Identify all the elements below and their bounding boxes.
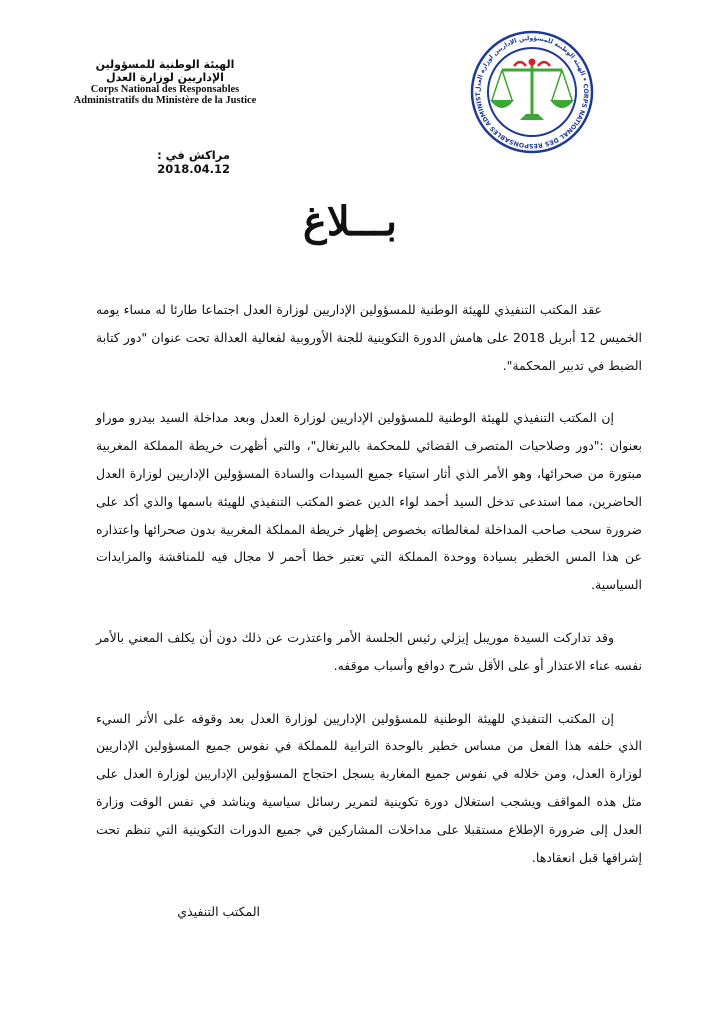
scales-of-justice-icon <box>462 30 602 154</box>
document-body <box>96 296 642 896</box>
paragraph-2: إن المكتب التنفيذي للهيئة الوطنية للمسؤولين الإداريين لوزارة العدل وبعد مداخلة السيد بيدرو موراو بعنوان :"دور وصلاحيات المتصرف القضائي للمحكمة بالبرتغال"، والتي أظهرت خريطة المملكة المغربية مبتورة من صحرائها، وهو الأمر الذي أثار استياء جميع السيدات والسادة المسؤولين الإداريين لوزارة العدل الحاضرين، مما استدعى تدخل السيد أحمد لواء الدين عضو المكتب التنفيذي للهيئة باسمها والذي أكد على ضرورة سحب صاحب المداخلة لمغالطاته بخصوص إظهار خريطة المملكة المغربية بدون صحرائها واعتذاره عن هذا المس الخطير بسيادة ووحدة المملكة التي تعتبر خطا أحمر لا مجال فيه للمناقشة والمزايدات السياسية. <box>96 410 642 593</box>
svg-text:الهيئة الوطنية للمسؤولين الإدا: الهيئة الوطنية للمسؤولين الإداريين لوزارة العدل • CORPS NATIONAL DES RESPONSABLES ADMINIST <box>474 34 590 150</box>
organization-logo <box>462 30 602 154</box>
date-line <box>100 148 230 176</box>
paragraph-1: عقد المكتب التنفيذي للهيئة الوطنية للمسؤولين الإداريين لوزارة العدل اجتماعا طارئا له مساء يومه الخميس 12 أبريل 2018 على هامش الدورة التكوينية للجنة الأوروبية لفعالية العدالة تحت عنوان "دور كتابة الضبط في تدبير المحكمة". <box>96 302 642 373</box>
document-title: بـــلاغ <box>302 198 398 245</box>
org-name-ar-line1: الهيئة الوطنية للمسؤولين <box>95 58 235 71</box>
org-name-fr-line2: Administratifs du Ministère de la Justice <box>73 95 257 106</box>
organization-header <box>40 58 290 106</box>
org-name-fr-line1: Corps National des Responsables <box>90 84 240 95</box>
date-label: مراكش في : <box>157 148 230 162</box>
org-name-ar-line2: الإداريين لوزارة العدل <box>106 71 224 84</box>
date-value: 2018.04.12 <box>157 162 230 176</box>
paragraph-4: إن المكتب التنفيذي للهيئة الوطنية للمسؤولين الإداريين لوزارة العدل بعد وقوفه على الأثر السيء الذي خلفه هذا الفعل من مساس خطير بالوحدة الترابية للمملكة في نفوس جميع المسؤولين الإداريين لوزارة العدل، ومن خلاله في نفوس جميع المغاربة يسجل احتجاج المسؤولين الإداريين لوزارة العدل على مثل هذه المواقف ويشجب استغلال دورة تكوينية لتمرير رسائل سياسية ويناشد في نفس الوقت وزارة العدل إلى ضرورة الإطلاع مستقبلا على مداخلات المشاركين في جميع الدورات التكوينية التي تنظم تحت إشرافها قبل انعقادها. <box>96 710 642 865</box>
paragraph-3: وقد تداركت السيدة موريبل إيزلي رئيس الجلسة الأمر واعتذرت عن ذلك دون أن يكلف المعني بالأمر نفسه عناء الاعتذار أو على الأقل شرح دوافع وأسباب موقفه. <box>96 629 642 673</box>
signature: المكتب التنفيذي <box>177 904 260 919</box>
